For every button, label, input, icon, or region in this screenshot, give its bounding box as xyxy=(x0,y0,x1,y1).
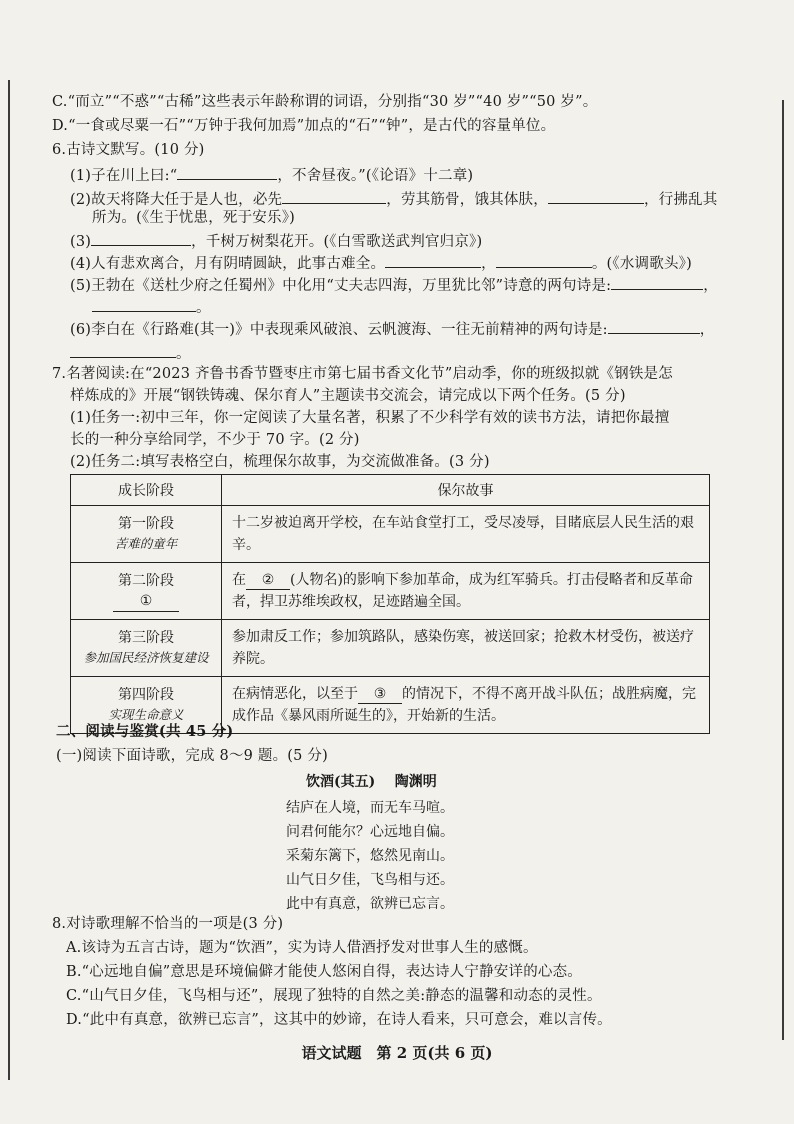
story-text-b: 的情况下，不得不离开战斗队伍；战胜病魔，完成作品《暴风雨所诞生的》，开始新的生活。 xyxy=(232,686,696,724)
q7-stem-1: 7.名著阅读:在“2023 齐鲁书香节暨枣庄市第七届书香文化节”启动季，你的班级拟就《钢铁是怎 xyxy=(52,366,673,382)
stage-subtitle: 参加国民经济恢复建设 xyxy=(83,650,209,665)
q6-4-blank-1[interactable] xyxy=(385,252,481,268)
q6-item-6 xyxy=(70,318,714,340)
q6-item-2 xyxy=(70,188,717,210)
q6-1-blank[interactable] xyxy=(177,164,277,180)
q6-6-text-a: (6)李白在《行路难(其一)》中表现乘风破浪、云帆渡海、一往无前精神的两句诗是: xyxy=(70,322,608,338)
q6-item-4 xyxy=(70,252,692,274)
stage-label: 第一阶段 xyxy=(118,516,174,532)
q5-option-c: C.“而立”“不惑”“古稀”这些表示年龄称谓的词语，分别指“30 岁”“40 岁”“50 岁”。 xyxy=(52,94,598,110)
poem-author: 陶渊明 xyxy=(394,774,437,790)
story-text: 参加肃反工作；参加筑路队，感染伤寒，被送回家；抢救木材受伤，被送疗养院。 xyxy=(232,629,694,667)
q6-2-text-b: ，劳其筋骨，饿其体肤， xyxy=(386,192,548,208)
story-cell xyxy=(222,506,710,563)
poem-title-line xyxy=(306,772,437,792)
q8-option-a[interactable]: A.该诗为五言古诗，题为“饮酒”，实为诗人借酒抒发对世事人生的感慨。 xyxy=(66,940,538,956)
q6-6-blank-1[interactable] xyxy=(608,318,700,334)
poem-line: 问君何能尔？心远地自偏。 xyxy=(286,824,454,840)
q6-item-1 xyxy=(70,164,473,186)
header-stage: 成长阶段 xyxy=(71,475,222,506)
blank-2[interactable]: ② xyxy=(246,571,290,590)
q8-option-c[interactable]: C.“山气日夕佳，飞鸟相与还”，展现了独特的自然之美:静态的温馨和动态的灵性。 xyxy=(66,988,602,1004)
stage-label: 第三阶段 xyxy=(118,630,174,646)
q6-2-blank-1[interactable] xyxy=(282,188,386,204)
left-binding-edge xyxy=(8,80,10,1080)
q5-option-d: D.“一食或尽粟一石”“万钟于我何加焉”加点的“石”“钟”，是古代的容量单位。 xyxy=(52,118,556,134)
table-row xyxy=(71,563,710,620)
section-2-part-1: (一)阅读下面诗歌，完成 8～9 题。(5 分) xyxy=(56,748,328,764)
story-text-a: 在病情恶化，以至于 xyxy=(232,686,358,702)
poem-line: 结庐在人境，而无车马喧。 xyxy=(286,800,454,816)
stage-cell xyxy=(71,506,222,563)
q6-3-text-a: (3) xyxy=(70,234,92,250)
q6-6-text-b: ， xyxy=(699,322,715,338)
q7-task-1-cont: 长的一种分享给同学，不少于 70 字。(2 分) xyxy=(70,432,360,448)
section-2-title: 二、阅读与鉴赏(共 45 分) xyxy=(56,723,234,740)
stage-cell xyxy=(71,563,222,620)
q8-option-b[interactable]: B.“心远地自偏”意思是环境偏僻才能使人悠闲自得，表达诗人宁静安详的心态。 xyxy=(66,964,582,980)
q6-6-blank-2[interactable] xyxy=(70,342,176,358)
poem-line: 采菊东篱下，悠然见南山。 xyxy=(286,848,454,864)
poem-title: 饮酒(其五) xyxy=(306,774,376,790)
stage-subtitle: 苦难的童年 xyxy=(114,536,178,551)
q6-item-2-cont: 所为。(《生于忧患，死于安乐》) xyxy=(92,210,296,226)
q6-3-text-b: ，千树万树梨花开。(《白雪歌送武判官归京》) xyxy=(191,234,483,250)
blank-1[interactable]: ① xyxy=(113,591,179,612)
q6-title: 6.古诗文默写。(10 分) xyxy=(52,142,205,158)
q6-item-6-cont xyxy=(70,342,191,364)
pavel-story-table xyxy=(70,474,710,734)
q6-5-text-a: (5)王勃在《送杜少府之任蜀州》中化用“丈夫志四海，万里犹比邻”诗意的两句诗是: xyxy=(70,278,612,294)
q8-stem: 8.对诗歌理解不恰当的一项是(3 分) xyxy=(52,916,284,932)
story-text: 十二岁被迫离开学校，在车站食堂打工，受尽凌辱，目睹底层人民生活的艰辛。 xyxy=(232,515,694,553)
table-header-row xyxy=(71,475,710,506)
q6-item-3 xyxy=(70,230,482,252)
q6-4-text-a: (4)人有悲欢离合，月有阴晴圆缺，此事古难全。 xyxy=(70,256,386,272)
q6-1-text-a: (1)子在川上曰:“ xyxy=(70,168,178,184)
q6-5-blank-1[interactable] xyxy=(611,274,703,290)
story-text-a: 在 xyxy=(232,572,246,588)
q6-5-text-c: 。 xyxy=(196,300,211,316)
q6-4-text-c: 。(《水调歌头》) xyxy=(591,256,692,272)
q6-4-blank-2[interactable] xyxy=(496,252,592,268)
stage-label: 第四阶段 xyxy=(118,687,174,703)
q6-2-blank-2[interactable] xyxy=(548,188,644,204)
stage-cell xyxy=(71,620,222,677)
q6-2-text-a: (2)故天将降大任于是人也，必先 xyxy=(70,192,283,208)
blank-3[interactable]: ③ xyxy=(358,685,402,704)
q6-item-5-cont xyxy=(92,296,211,318)
header-story: 保尔故事 xyxy=(222,475,710,506)
poem-line: 山气日夕佳，飞鸟相与还。 xyxy=(286,872,454,888)
right-binding-edge xyxy=(782,100,784,1040)
q6-4-text-b: ， xyxy=(481,256,496,272)
table-row xyxy=(71,506,710,563)
q7-task-2: (2)任务二:填写表格空白，梳理保尔故事，为交流做准备。(3 分) xyxy=(70,454,490,470)
q6-6-text-c: 。 xyxy=(176,346,191,362)
story-cell xyxy=(222,620,710,677)
q7-stem-2: 样炼成的》开展“钢铁铸魂、保尔育人”主题读书交流会，请完成以下两个任务。(5 分) xyxy=(70,388,626,404)
q7-task-1: (1)任务一:初中三年，你一定阅读了大量名著，积累了不少科学有效的读书方法，请把你最擅 xyxy=(70,410,670,426)
q6-1-text-b: ，不舍昼夜。”(《论语》十二章) xyxy=(277,168,474,184)
q6-3-blank[interactable] xyxy=(91,230,191,246)
q6-5-text-b: ， xyxy=(703,278,718,294)
q6-item-5 xyxy=(70,274,718,296)
q6-5-blank-2[interactable] xyxy=(92,296,196,312)
page-footer: 语文试题 第 2 页(共 6 页) xyxy=(301,1044,493,1062)
story-cell xyxy=(222,563,710,620)
table-row xyxy=(71,620,710,677)
q8-option-d[interactable]: D.“此中有真意，欲辨已忘言”，这其中的妙谛，在诗人看来，只可意会，难以言传。 xyxy=(66,1012,612,1028)
stage-label: 第二阶段 xyxy=(118,572,174,589)
q6-2-text-c: ，行拂乱其 xyxy=(643,192,718,208)
stage-subtitle: 实现生命意义 xyxy=(108,707,184,722)
story-cell xyxy=(222,677,710,734)
poem-line: 此中有真意，欲辨已忘言。 xyxy=(286,896,454,912)
story-text-b: (人物名)的影响下参加革命，成为红军骑兵。打击侵略者和反革命者，捍卫苏维埃政权，足迹踏遍全国。 xyxy=(232,572,693,610)
